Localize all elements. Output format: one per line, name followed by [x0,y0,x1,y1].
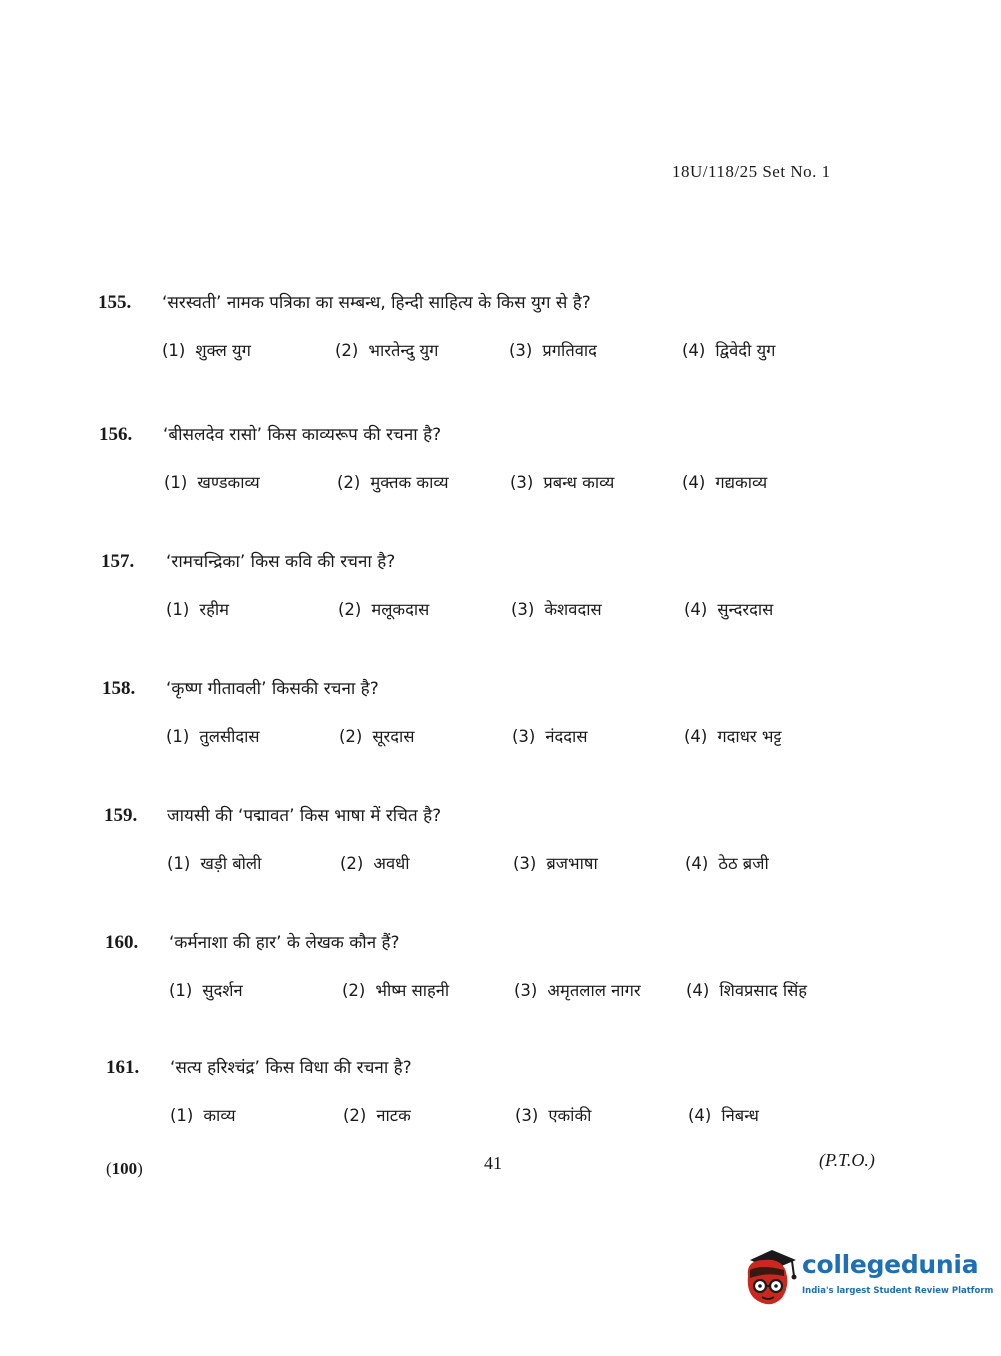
option-3: (3) प्रबन्ध काव्य [510,473,615,492]
option-4: (4) निबन्ध [688,1106,759,1125]
option-3: (3) केशवदास [511,600,602,619]
question-text: ‘बीसलदेव रासो’ किस काव्यरूप की रचना है? [163,425,442,445]
option-2: (2) मलूकदास [338,600,430,619]
option-2: (2) भीष्म साहनी [342,981,450,1000]
question-number: 155. [98,292,132,313]
option-4: (4) शिवप्रसाद सिंह [686,981,808,1000]
option-3: (3) एकांकी [515,1106,592,1125]
brand-name: collegedunia [802,1250,979,1279]
question-text: जायसी की ‘पद्मावत’ किस भाषा में रचित है? [167,806,442,826]
page-number: 41 [484,1153,502,1173]
pto-label: (P.T.O.) [819,1150,875,1170]
option-3: (3) ब्रजभाषा [513,854,598,873]
question-text: ‘रामचन्द्रिका’ किस कवि की रचना है? [166,552,396,572]
question-157 [0,551,1001,631]
option-1: (1) काव्य [170,1106,236,1125]
question-160 [0,932,1001,1012]
option-3: (3) नंददास [512,727,588,746]
mascot-icon [742,1246,800,1310]
question-number: 160. [105,932,139,953]
question-number: 159. [104,805,138,826]
option-4: (4) गदाधर भट्ट [684,727,782,746]
brand-tagline: India's largest Student Review Platform [802,1286,994,1296]
question-text: ‘सरस्वती’ नामक पत्रिका का सम्बन्ध, हिन्दी साहित्य के किस युग से है? [162,293,591,313]
option-3: (3) अमृतलाल नागर [514,981,641,1000]
option-4: (4) गद्यकाव्य [682,473,768,492]
option-2: (2) सूरदास [339,727,415,746]
collegedunia-logo [742,1246,994,1316]
option-3: (3) प्रगतिवाद [509,341,597,360]
option-2: (2) भारतेन्दु युग [335,341,439,360]
option-1: (1) रहीम [166,600,230,619]
question-161 [0,1057,1001,1137]
question-number: 161. [106,1057,140,1078]
question-156 [0,424,1001,504]
booklet-count: (100) [106,1159,143,1178]
question-text: ‘कर्मनाशा की हार’ के लेखक कौन हैं? [169,933,400,953]
question-text: ‘कृष्ण गीतावली’ किसकी रचना है? [166,679,379,699]
option-4: (4) सुन्दरदास [684,600,774,619]
question-number: 156. [99,424,133,445]
option-2: (2) नाटक [343,1106,411,1125]
option-1: (1) खण्डकाव्य [164,473,260,492]
question-155 [0,292,1001,372]
option-4: (4) ठेठ ब्रजी [685,854,769,873]
question-number: 157. [101,551,135,572]
option-1: (1) तुलसीदास [166,727,260,746]
option-4: (4) द्विवेदी युग [682,341,776,360]
question-158 [0,678,1001,758]
option-1: (1) सुदर्शन [169,981,243,1000]
option-2: (2) अवधी [340,854,410,873]
set-code: 18U/118/25 Set No. 1 [672,162,831,181]
question-159 [0,805,1001,885]
question-number: 158. [102,678,136,699]
question-text: ‘सत्य हरिश्चंद्र’ किस विधा की रचना है? [170,1058,412,1078]
option-1: (1) खड़ी बोली [167,854,262,873]
option-1: (1) शुक्ल युग [162,341,251,360]
option-2: (2) मुक्तक काव्य [337,473,449,492]
